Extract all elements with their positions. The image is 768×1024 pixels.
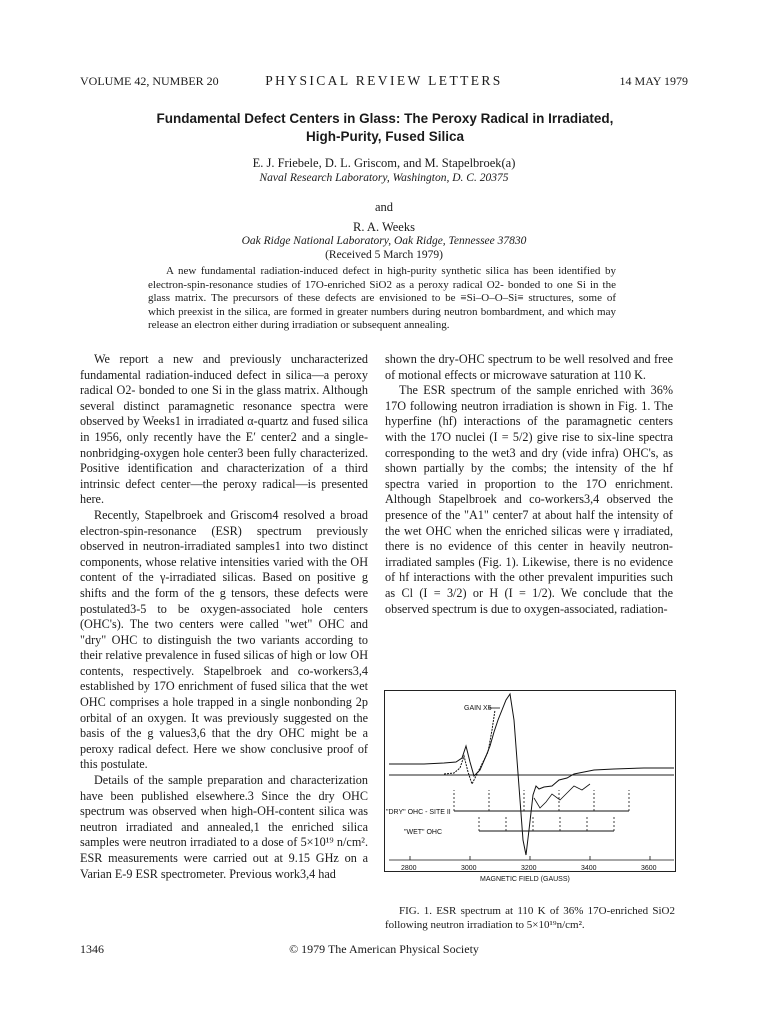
x-tick-label: 3000 xyxy=(461,865,477,872)
received-date: (Received 5 March 1979) xyxy=(325,249,443,261)
paragraph: The ESR spectrum of the sample enriched with 36% 17O following neutron irradiation is shown in Fig. 1. The hyperfine (hf) interactions of the paramagnetic centers with the 17O nuclei (I = 5/2) give rise to six-line spectra corresponding to the wet3 and dry (vide infra) OHC's, as shown partially by the combs; the intensity of the hf spectra varied in proportion to the 17O enrichment. Although Stapelbroek and co-workers3,4 observed the presence of the "A1" center7 at about half the intensity of the wet OHC when the enriched silicas were γ irradiated, there is no evidence of this center in heavily neutron-irradiated samples (Fig. 1). Likewise, there is no evidence of hf interactions with the other prevalent impurities such as Cl (I = 3/2) or H (I = 1/2). We conclude that the observed spectrum is due to oxygen-associated, radiation- xyxy=(385,383,673,616)
volume-number: VOLUME 42, NUMBER 20 xyxy=(80,74,219,88)
title-line-1: Fundamental Defect Centers in Glass: The Peroxy Radical in Irradiated, xyxy=(156,111,614,126)
paragraph: Details of the sample preparation and characterization have been published elsewhere.3 Since the dry OHC spectrum was observed when high-OH-content silica was neutron irradiated and annealed,1 the enriched silica samples were neutron irradiated to a dose of 5×10¹⁹ n/cm². ESR measurements were carried out at 9.15 GHz on a Varian E-9 ESR spectrometer. Previous work3,4 had xyxy=(80,773,368,881)
x-axis-label: MAGNETIC FIELD (GAUSS) xyxy=(480,876,570,883)
figure-frame xyxy=(385,691,676,872)
x-tick-label: 2800 xyxy=(401,865,417,872)
authors-primary: E. J. Friebele, D. L. Griscom, and M. Stapelbroek(a) xyxy=(252,156,516,170)
affiliation-nrl: Naval Research Laboratory, Washington, D. C. 20375 xyxy=(259,172,509,184)
title-line-2: High-Purity, Fused Silica xyxy=(305,129,465,144)
affiliation-ornl: Oak Ridge National Laboratory, Oak Ridge, Tennessee 37830 xyxy=(241,235,527,247)
body-column-right xyxy=(385,352,673,617)
x-tick-label: 3600 xyxy=(641,865,657,872)
author-weeks: R. A. Weeks xyxy=(353,220,415,234)
body-column-left xyxy=(80,352,368,882)
figure-caption: FIG. 1. ESR spectrum at 110 K of 36% 17O-enriched SiO2 following neutron irradiation to 5×10¹⁹n/cm². xyxy=(385,905,675,931)
esr-spectrum-figure xyxy=(384,690,676,890)
dry-ohc-label: "DRY" OHC - SITE II xyxy=(386,809,451,816)
abstract: A new fundamental radiation-induced defect in high-purity synthetic silica has been identified by electron-spin-resonance studies of 17O-enriched SiO2 as a peroxy radical O2- bonded to one Si in the glass matrix. The precursors of these defects are envisioned to be ≡Si–O–O–Si≡ structures, some of which preexist in the silica, are formed in greater numbers during neutron bombardment, and which may release an electron either during irradiation or subsequent annealing. xyxy=(148,265,616,332)
x-tick-label: 3400 xyxy=(581,865,597,872)
wet-ohc-label: "WET" OHC xyxy=(404,829,443,836)
paragraph: Recently, Stapelbroek and Griscom4 resolved a broad electron-spin-resonance (ESR) spectrum previously observed in neutron-irradiated samples1 into two distinct components, whose relative intensities varied with the OH content of the γ-irradiated silicas. Based on positive g shifts and the form of the g tensors, these defects were postulated3-5 to be oxygen-associated hole centers (OHC's). The two centers were called "wet" OHC and "dry" OHC to distinguish the two variants according to their relative prevalence in fused silicas of high or low OH contents, respectively. Stapelbroek and co-workers3,4 established by 17O enrichment of fused silica that the wet OHC comprises a hole trapped in a single nonbonding 2p orbital of an oxygen. It was previously suggested on the basis of the g values3,6 that the dry OHC might be a peroxy radical defect. Here we show conclusive proof of this postulate. xyxy=(80,507,368,772)
and-separator: and xyxy=(374,200,394,214)
gain-label: GAIN X5 xyxy=(464,705,492,712)
copyright-notice: © 1979 The American Physical Society xyxy=(289,942,479,956)
page-number: 1346 xyxy=(80,942,104,956)
paragraph: We report a new and previously uncharacterized fundamental radiation-induced defect in silica—a peroxy radical O2- bonded to one Si in the glass matrix. Although several distinct paramagnetic resonance spectra were observed by Weeks1 in irradiated α-quartz and fused silica in 1956, only recently have the E′ center2 and a single-nonbridging-oxygen hole center3 been fully characterized. Positive identification and characterization of a third intrinsic defect center—the peroxy radical—is presented here. xyxy=(80,352,368,507)
journal-name: PHYSICAL REVIEW LETTERS xyxy=(265,73,503,88)
issue-date: 14 MAY 1979 xyxy=(619,74,688,88)
paper-title xyxy=(90,110,680,146)
gain-trace xyxy=(444,710,495,784)
x-tick-label: 3200 xyxy=(521,865,537,872)
paragraph: shown the dry-OHC spectrum to be well resolved and free of motional effects or microwave saturation at 110 K. xyxy=(385,352,673,382)
